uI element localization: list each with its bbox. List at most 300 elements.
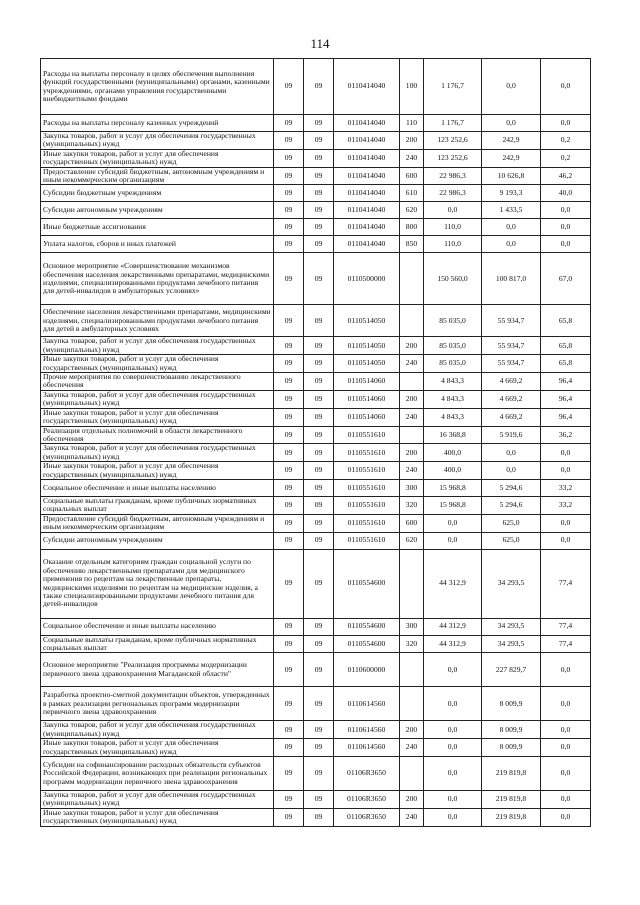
table-row — [41, 219, 591, 236]
expense-type-code-cell: 240 — [400, 149, 424, 167]
subsection-code-cell: 09 — [304, 408, 334, 426]
section-code-cell: 09 — [274, 444, 304, 462]
page-number: 114 — [310, 36, 330, 51]
table-row — [41, 167, 591, 185]
section-code-cell: 09 — [274, 426, 304, 444]
expense-type-code-cell: 600 — [400, 514, 424, 532]
planned-amount-cell: 123 252,6 — [424, 132, 482, 150]
subsection-code-cell: 09 — [304, 219, 334, 236]
section-code-cell: 09 — [274, 337, 304, 355]
executed-amount-cell: 9 193,3 — [482, 185, 541, 202]
expense-type-code-cell: 200 — [400, 444, 424, 462]
table-row — [41, 721, 591, 739]
percent-executed-cell: 0,0 — [541, 739, 591, 757]
executed-amount-cell: 219 819,8 — [482, 808, 541, 826]
expense-type-code-cell — [400, 687, 424, 721]
row-name-cell: Субсидии бюджетным учреждениям — [41, 185, 274, 202]
planned-amount-cell: 1 176,7 — [424, 115, 482, 132]
executed-amount-cell: 5 294,6 — [482, 496, 541, 514]
row-name-cell: Социальные выплаты гражданам, кроме публичных нормативных социальных выплат — [41, 635, 274, 653]
executed-amount-cell: 4 669,2 — [482, 390, 541, 408]
percent-executed-cell: 40,0 — [541, 185, 591, 202]
expense-type-code-cell: 200 — [400, 390, 424, 408]
planned-amount-cell: 0,0 — [424, 687, 482, 721]
percent-executed-cell: 0,0 — [541, 236, 591, 253]
row-name-cell: Реализация отдельных полномочий в области лекарственного обеспечения — [41, 426, 274, 444]
subsection-code-cell: 09 — [304, 115, 334, 132]
planned-amount-cell: 15 968,8 — [424, 496, 482, 514]
target-item-code-cell: 0110554600 — [334, 635, 400, 653]
executed-amount-cell: 0,0 — [482, 219, 541, 236]
row-name-cell: Социальные выплаты гражданам, кроме публичных нормативных социальных выплат — [41, 496, 274, 514]
table-row — [41, 355, 591, 373]
planned-amount-cell: 15 968,8 — [424, 479, 482, 496]
subsection-code-cell: 09 — [304, 462, 334, 480]
subsection-code-cell: 09 — [304, 373, 334, 391]
executed-amount-cell: 100 817,0 — [482, 253, 541, 305]
section-code-cell: 09 — [274, 236, 304, 253]
table-row — [41, 59, 591, 115]
percent-executed-cell: 67,0 — [541, 253, 591, 305]
target-item-code-cell: 0110514050 — [334, 355, 400, 373]
expense-type-code-cell: 100 — [400, 59, 424, 115]
executed-amount-cell: 4 669,2 — [482, 408, 541, 426]
section-code-cell: 09 — [274, 132, 304, 150]
percent-executed-cell: 0,0 — [541, 115, 591, 132]
planned-amount-cell: 85 035,0 — [424, 355, 482, 373]
target-item-code-cell: 0110414040 — [334, 59, 400, 115]
percent-executed-cell: 0,0 — [541, 514, 591, 532]
planned-amount-cell: 0,0 — [424, 653, 482, 687]
row-name-cell: Иные закупки товаров, работ и услуг для обеспечения государственных (муниципальных) нужд — [41, 355, 274, 373]
planned-amount-cell: 400,0 — [424, 444, 482, 462]
section-code-cell: 09 — [274, 390, 304, 408]
subsection-code-cell: 09 — [304, 549, 334, 618]
percent-executed-cell: 0,2 — [541, 149, 591, 167]
percent-executed-cell: 65,8 — [541, 355, 591, 373]
executed-amount-cell: 5 294,6 — [482, 479, 541, 496]
planned-amount-cell: 22 986,3 — [424, 167, 482, 185]
row-name-cell: Расходы на выплаты персоналу в целях обеспечения выполнения функций государственными (муниципальными) органами, казенными учреждениями, органами управления государственными внебюджетными фондами — [41, 59, 274, 115]
expense-type-code-cell: 240 — [400, 739, 424, 757]
expense-type-code-cell — [400, 549, 424, 618]
section-code-cell: 09 — [274, 687, 304, 721]
planned-amount-cell: 0,0 — [424, 721, 482, 739]
section-code-cell: 09 — [274, 479, 304, 496]
row-name-cell: Иные закупки товаров, работ и услуг для обеспечения государственных (муниципальных) нужд — [41, 739, 274, 757]
row-name-cell: Закупка товаров, работ и услуг для обеспечения государственных (муниципальных) нужд — [41, 444, 274, 462]
planned-amount-cell: 4 843,3 — [424, 390, 482, 408]
expense-type-code-cell: 610 — [400, 185, 424, 202]
target-item-code-cell: 0110551610 — [334, 444, 400, 462]
executed-amount-cell: 242,9 — [482, 132, 541, 150]
section-code-cell: 09 — [274, 618, 304, 635]
row-name-cell: Разработка проектно-сметной документации объектов, утвержденных в рамках реализации региональных программ модернизации первичного звена здравоохранения — [41, 687, 274, 721]
row-name-cell: Закупка товаров, работ и услуг для обеспечения государственных (муниципальных) нужд — [41, 791, 274, 809]
target-item-code-cell: 01106R3650 — [334, 757, 400, 791]
table-row — [41, 390, 591, 408]
target-item-code-cell: 0110414040 — [334, 202, 400, 219]
row-name-cell: Субсидии на софинансирование расходных обязательств субъектов Российской Федерации, возникающих при реализации региональных программ модернизации первичного звена здравоохранения — [41, 757, 274, 791]
executed-amount-cell: 4 669,2 — [482, 373, 541, 391]
section-code-cell: 09 — [274, 408, 304, 426]
subsection-code-cell: 09 — [304, 791, 334, 809]
section-code-cell: 09 — [274, 653, 304, 687]
percent-executed-cell: 0,0 — [541, 687, 591, 721]
expense-type-code-cell: 200 — [400, 721, 424, 739]
section-code-cell: 09 — [274, 115, 304, 132]
expense-type-code-cell: 600 — [400, 167, 424, 185]
executed-amount-cell: 0,0 — [482, 236, 541, 253]
percent-executed-cell: 36,2 — [541, 426, 591, 444]
expense-type-code-cell: 240 — [400, 408, 424, 426]
target-item-code-cell: 0110554600 — [334, 549, 400, 618]
table-row — [41, 549, 591, 618]
section-code-cell: 09 — [274, 635, 304, 653]
planned-amount-cell: 1 176,7 — [424, 59, 482, 115]
section-code-cell: 09 — [274, 373, 304, 391]
section-code-cell: 09 — [274, 305, 304, 337]
table-row — [41, 618, 591, 635]
row-name-cell: Закупка товаров, работ и услуг для обеспечения государственных (муниципальных) нужд — [41, 390, 274, 408]
expense-type-code-cell — [400, 653, 424, 687]
percent-executed-cell: 0,0 — [541, 653, 591, 687]
executed-amount-cell: 1 433,5 — [482, 202, 541, 219]
subsection-code-cell: 09 — [304, 426, 334, 444]
section-code-cell: 09 — [274, 167, 304, 185]
row-name-cell: Уплата налогов, сборов и иных платежей — [41, 236, 274, 253]
executed-amount-cell: 8 009,9 — [482, 721, 541, 739]
subsection-code-cell: 09 — [304, 202, 334, 219]
target-item-code-cell: 0110600000 — [334, 653, 400, 687]
expense-type-code-cell: 240 — [400, 808, 424, 826]
subsection-code-cell: 09 — [304, 618, 334, 635]
planned-amount-cell: 110,0 — [424, 219, 482, 236]
table-row — [41, 149, 591, 167]
target-item-code-cell: 0110551610 — [334, 514, 400, 532]
expense-type-code-cell: 800 — [400, 219, 424, 236]
table-row — [41, 202, 591, 219]
target-item-code-cell: 0110551610 — [334, 426, 400, 444]
row-name-cell: Иные закупки товаров, работ и услуг для обеспечения государственных (муниципальных) нужд — [41, 149, 274, 167]
row-name-cell: Социальное обеспечение и иные выплаты населению — [41, 618, 274, 635]
subsection-code-cell: 09 — [304, 532, 334, 549]
expense-type-code-cell — [400, 426, 424, 444]
percent-executed-cell: 77,4 — [541, 618, 591, 635]
target-item-code-cell: 0110414040 — [334, 236, 400, 253]
section-code-cell: 09 — [274, 721, 304, 739]
row-name-cell: Основное мероприятие "Реализация программы модернизации первичного звена здравоохранения Магаданской области" — [41, 653, 274, 687]
executed-amount-cell: 55 934,7 — [482, 305, 541, 337]
planned-amount-cell: 0,0 — [424, 739, 482, 757]
percent-executed-cell: 33,2 — [541, 496, 591, 514]
expense-type-code-cell — [400, 253, 424, 305]
target-item-code-cell: 0110414040 — [334, 185, 400, 202]
section-code-cell: 09 — [274, 219, 304, 236]
executed-amount-cell: 34 293,5 — [482, 618, 541, 635]
target-item-code-cell: 01106R3650 — [334, 791, 400, 809]
target-item-code-cell: 0110514050 — [334, 337, 400, 355]
percent-executed-cell: 0,0 — [541, 202, 591, 219]
expense-type-code-cell — [400, 305, 424, 337]
subsection-code-cell: 09 — [304, 757, 334, 791]
table-row — [41, 739, 591, 757]
planned-amount-cell: 16 368,8 — [424, 426, 482, 444]
subsection-code-cell: 09 — [304, 337, 334, 355]
table-row — [41, 408, 591, 426]
planned-amount-cell: 0,0 — [424, 532, 482, 549]
row-name-cell: Предоставление субсидий бюджетным, автономным учреждениям и иным некоммерческим организациям — [41, 167, 274, 185]
row-name-cell: Закупка товаров, работ и услуг для обеспечения государственных (муниципальных) нужд — [41, 721, 274, 739]
executed-amount-cell: 55 934,7 — [482, 355, 541, 373]
planned-amount-cell: 0,0 — [424, 514, 482, 532]
target-item-code-cell: 0110614560 — [334, 687, 400, 721]
executed-amount-cell: 625,0 — [482, 532, 541, 549]
planned-amount-cell: 44 312,9 — [424, 549, 482, 618]
section-code-cell: 09 — [274, 355, 304, 373]
expense-type-code-cell: 620 — [400, 532, 424, 549]
subsection-code-cell: 09 — [304, 185, 334, 202]
section-code-cell: 09 — [274, 59, 304, 115]
section-code-cell: 09 — [274, 496, 304, 514]
subsection-code-cell: 09 — [304, 305, 334, 337]
section-code-cell: 09 — [274, 808, 304, 826]
section-code-cell: 09 — [274, 791, 304, 809]
planned-amount-cell: 4 843,3 — [424, 373, 482, 391]
budget-table — [40, 58, 591, 827]
target-item-code-cell: 0110614560 — [334, 721, 400, 739]
table-row — [41, 236, 591, 253]
subsection-code-cell: 09 — [304, 721, 334, 739]
expense-type-code-cell — [400, 373, 424, 391]
expense-type-code-cell: 320 — [400, 635, 424, 653]
table-row — [41, 253, 591, 305]
planned-amount-cell: 44 312,9 — [424, 618, 482, 635]
executed-amount-cell: 242,9 — [482, 149, 541, 167]
section-code-cell: 09 — [274, 549, 304, 618]
target-item-code-cell: 0110514060 — [334, 373, 400, 391]
row-name-cell: Иные бюджетные ассигнования — [41, 219, 274, 236]
row-name-cell: Иные закупки товаров, работ и услуг для обеспечения государственных (муниципальных) нужд — [41, 808, 274, 826]
percent-executed-cell: 46,2 — [541, 167, 591, 185]
subsection-code-cell: 09 — [304, 687, 334, 721]
table-row — [41, 496, 591, 514]
section-code-cell: 09 — [274, 202, 304, 219]
row-name-cell: Иные закупки товаров, работ и услуг для обеспечения государственных (муниципальных) нужд — [41, 462, 274, 480]
planned-amount-cell: 0,0 — [424, 791, 482, 809]
percent-executed-cell: 0,0 — [541, 791, 591, 809]
subsection-code-cell: 09 — [304, 149, 334, 167]
table-row — [41, 635, 591, 653]
executed-amount-cell: 55 934,7 — [482, 337, 541, 355]
subsection-code-cell: 09 — [304, 253, 334, 305]
row-name-cell: Иные закупки товаров, работ и услуг для обеспечения государственных (муниципальных) нужд — [41, 408, 274, 426]
row-name-cell: Закупка товаров, работ и услуг для обеспечения государственных (муниципальных) нужд — [41, 337, 274, 355]
percent-executed-cell: 96,4 — [541, 373, 591, 391]
percent-executed-cell: 0,0 — [541, 462, 591, 480]
percent-executed-cell: 33,2 — [541, 479, 591, 496]
expense-type-code-cell: 240 — [400, 355, 424, 373]
subsection-code-cell: 09 — [304, 739, 334, 757]
table-row — [41, 337, 591, 355]
section-code-cell: 09 — [274, 757, 304, 791]
table-row — [41, 514, 591, 532]
target-item-code-cell: 0110414040 — [334, 132, 400, 150]
target-item-code-cell: 0110514060 — [334, 390, 400, 408]
subsection-code-cell: 09 — [304, 514, 334, 532]
subsection-code-cell: 09 — [304, 355, 334, 373]
table-row — [41, 687, 591, 721]
subsection-code-cell: 09 — [304, 167, 334, 185]
target-item-code-cell: 0110514060 — [334, 408, 400, 426]
expense-type-code-cell: 200 — [400, 337, 424, 355]
target-item-code-cell: 0110514050 — [334, 305, 400, 337]
subsection-code-cell: 09 — [304, 653, 334, 687]
table-row — [41, 185, 591, 202]
percent-executed-cell: 0,0 — [541, 444, 591, 462]
section-code-cell: 09 — [274, 253, 304, 305]
planned-amount-cell: 85 035,0 — [424, 305, 482, 337]
percent-executed-cell: 0,0 — [541, 532, 591, 549]
table-row — [41, 791, 591, 809]
expense-type-code-cell: 320 — [400, 496, 424, 514]
percent-executed-cell: 77,4 — [541, 635, 591, 653]
subsection-code-cell: 09 — [304, 496, 334, 514]
expense-type-code-cell: 300 — [400, 618, 424, 635]
subsection-code-cell: 09 — [304, 808, 334, 826]
target-item-code-cell: 0110551610 — [334, 532, 400, 549]
table-row — [41, 479, 591, 496]
table-row — [41, 426, 591, 444]
section-code-cell: 09 — [274, 185, 304, 202]
row-name-cell: Субсидии автономным учреждениям — [41, 202, 274, 219]
executed-amount-cell: 34 293,5 — [482, 549, 541, 618]
target-item-code-cell: 01106R3650 — [334, 808, 400, 826]
subsection-code-cell: 09 — [304, 59, 334, 115]
planned-amount-cell: 0,0 — [424, 757, 482, 791]
planned-amount-cell: 0,0 — [424, 808, 482, 826]
percent-executed-cell: 0,0 — [541, 721, 591, 739]
target-item-code-cell: 0110551610 — [334, 479, 400, 496]
planned-amount-cell: 85 035,0 — [424, 337, 482, 355]
planned-amount-cell: 4 843,3 — [424, 408, 482, 426]
subsection-code-cell: 09 — [304, 132, 334, 150]
table-row — [41, 115, 591, 132]
table-row — [41, 757, 591, 791]
percent-executed-cell: 96,4 — [541, 390, 591, 408]
expense-type-code-cell: 200 — [400, 791, 424, 809]
percent-executed-cell: 0,0 — [541, 59, 591, 115]
target-item-code-cell: 0110414040 — [334, 219, 400, 236]
planned-amount-cell: 22 986,3 — [424, 185, 482, 202]
executed-amount-cell: 0,0 — [482, 444, 541, 462]
expense-type-code-cell: 620 — [400, 202, 424, 219]
section-code-cell: 09 — [274, 514, 304, 532]
executed-amount-cell: 219 819,8 — [482, 791, 541, 809]
section-code-cell: 09 — [274, 462, 304, 480]
table-row — [41, 808, 591, 826]
subsection-code-cell: 09 — [304, 390, 334, 408]
planned-amount-cell: 44 312,9 — [424, 635, 482, 653]
executed-amount-cell: 219 819,8 — [482, 757, 541, 791]
subsection-code-cell: 09 — [304, 635, 334, 653]
row-name-cell: Прочие мероприятия по совершенствованию лекарственного обеспечения — [41, 373, 274, 391]
expense-type-code-cell — [400, 757, 424, 791]
percent-executed-cell: 65,8 — [541, 337, 591, 355]
percent-executed-cell: 0,0 — [541, 757, 591, 791]
target-item-code-cell: 0110551610 — [334, 496, 400, 514]
expense-type-code-cell: 300 — [400, 479, 424, 496]
percent-executed-cell: 96,4 — [541, 408, 591, 426]
target-item-code-cell: 0110551610 — [334, 462, 400, 480]
table-row — [41, 132, 591, 150]
percent-executed-cell: 0,2 — [541, 132, 591, 150]
expense-type-code-cell: 200 — [400, 132, 424, 150]
table-body — [41, 59, 591, 827]
executed-amount-cell: 5 919,6 — [482, 426, 541, 444]
executed-amount-cell: 625,0 — [482, 514, 541, 532]
expense-type-code-cell: 240 — [400, 462, 424, 480]
target-item-code-cell: 0110500000 — [334, 253, 400, 305]
percent-executed-cell: 65,8 — [541, 305, 591, 337]
percent-executed-cell: 0,0 — [541, 219, 591, 236]
percent-executed-cell: 0,0 — [541, 808, 591, 826]
expense-type-code-cell: 110 — [400, 115, 424, 132]
section-code-cell: 09 — [274, 739, 304, 757]
target-item-code-cell: 0110614560 — [334, 739, 400, 757]
row-name-cell: Оказание отдельным категориям граждан социальной услуги по обеспечению лекарственными препаратами для медицинского применения по рецептам на лекарственные препараты, медицинскими изделиями по рецептам на медицинские изделия, а также специализированными продуктами лечебного питания для детей-инвалидов — [41, 549, 274, 618]
row-name-cell: Основное мероприятие «Совершенствование механизмов обеспечения населения лекарственными препаратами, медицинскими изделиями, специализированными продуктами лечебного питания для детей-инвалидов в амбулаторных условиях» — [41, 253, 274, 305]
subsection-code-cell: 09 — [304, 479, 334, 496]
percent-executed-cell: 77,4 — [541, 549, 591, 618]
executed-amount-cell: 8 009,9 — [482, 739, 541, 757]
row-name-cell: Предоставление субсидий бюджетным, автономным учреждениям и иным некоммерческим организациям — [41, 514, 274, 532]
row-name-cell: Расходы на выплаты персоналу казенных учреждений — [41, 115, 274, 132]
executed-amount-cell: 227 829,7 — [482, 653, 541, 687]
table-row — [41, 373, 591, 391]
target-item-code-cell: 0110414040 — [334, 149, 400, 167]
table-row — [41, 305, 591, 337]
target-item-code-cell: 0110554600 — [334, 618, 400, 635]
table-row — [41, 532, 591, 549]
executed-amount-cell: 0,0 — [482, 115, 541, 132]
table-row — [41, 653, 591, 687]
subsection-code-cell: 09 — [304, 444, 334, 462]
row-name-cell: Субсидии автономным учреждениям — [41, 532, 274, 549]
target-item-code-cell: 0110414040 — [334, 167, 400, 185]
section-code-cell: 09 — [274, 149, 304, 167]
planned-amount-cell: 150 560,0 — [424, 253, 482, 305]
section-code-cell: 09 — [274, 532, 304, 549]
expense-type-code-cell: 850 — [400, 236, 424, 253]
executed-amount-cell: 8 009,9 — [482, 687, 541, 721]
executed-amount-cell: 34 293,5 — [482, 635, 541, 653]
planned-amount-cell: 400,0 — [424, 462, 482, 480]
planned-amount-cell: 123 252,6 — [424, 149, 482, 167]
row-name-cell: Закупка товаров, работ и услуг для обеспечения государственных (муниципальных) нужд — [41, 132, 274, 150]
planned-amount-cell: 0,0 — [424, 202, 482, 219]
subsection-code-cell: 09 — [304, 236, 334, 253]
executed-amount-cell: 0,0 — [482, 59, 541, 115]
row-name-cell: Социальное обеспечение и иные выплаты населению — [41, 479, 274, 496]
executed-amount-cell: 10 626,8 — [482, 167, 541, 185]
executed-amount-cell: 0,0 — [482, 462, 541, 480]
target-item-code-cell: 0110414040 — [334, 115, 400, 132]
table-row — [41, 462, 591, 480]
row-name-cell: Обеспечение населения лекарственными препаратами, медицинскими изделиями, специализированными продуктами лечебного питания для детей в амбулаторных условиях — [41, 305, 274, 337]
table-row — [41, 444, 591, 462]
planned-amount-cell: 110,0 — [424, 236, 482, 253]
